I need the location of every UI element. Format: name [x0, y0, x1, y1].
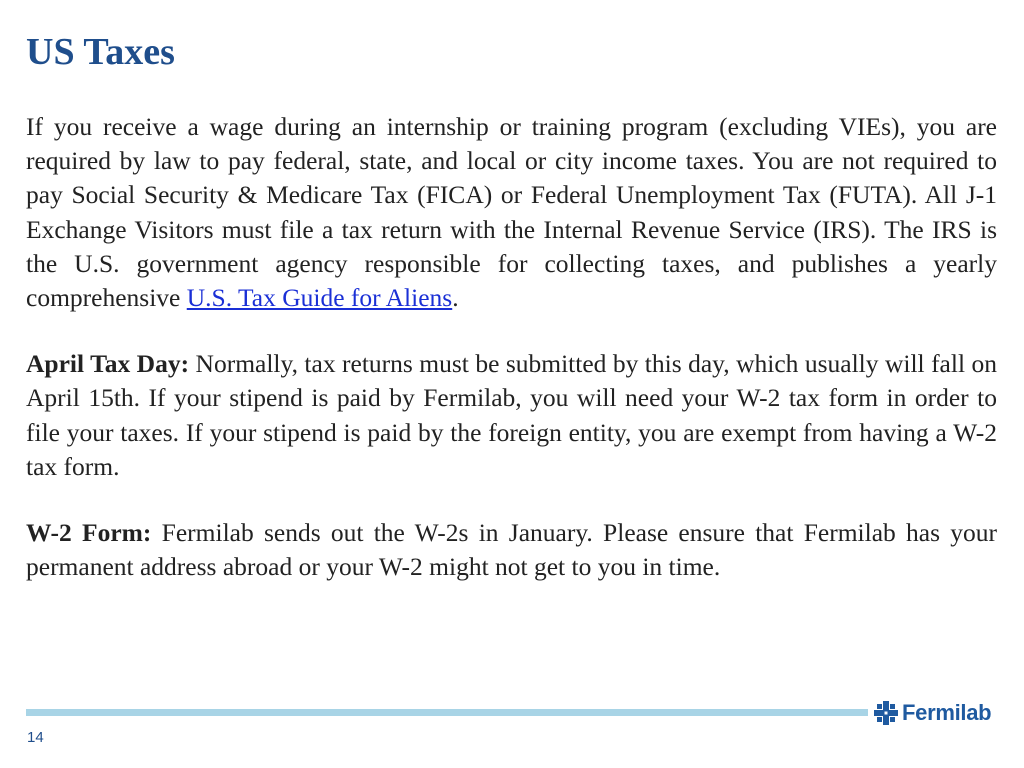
fermilab-logo-icon — [874, 701, 898, 725]
w2-form-text: Fermilab sends out the W-2s in January. Please ensure that Fermilab has your permanent address abroad or your W-2 might not get to you in time. — [26, 518, 997, 582]
april-tax-day-paragraph — [26, 347, 997, 484]
slide-title: US Taxes — [26, 31, 175, 73]
april-tax-day-label: April Tax Day: — [26, 349, 190, 379]
fermilab-logo-text: Fermilab — [902, 700, 992, 725]
slide-body — [26, 110, 997, 616]
page-number: 14 — [27, 729, 44, 746]
april-tax-day-text: Normally, tax returns must be submitted by this day, which usually will fall on April 15th. If your stipend is paid by Fermilab, you will need your W-2 tax form in order to file your taxes. If your stipend is paid by the foreign entity, you are exempt from having a W-2 tax form. — [26, 349, 997, 481]
intro-paragraph — [26, 110, 997, 315]
w2-form-label: W-2 Form: — [26, 518, 152, 548]
intro-text-end: . — [452, 283, 459, 313]
fermilab-logo — [874, 699, 991, 727]
tax-guide-link[interactable]: U.S. Tax Guide for Aliens — [186, 283, 453, 313]
intro-text: If you receive a wage during an internship or training program (excluding VIEs), you are required by law to pay federal, state, and local or city income taxes. You are not required to pay Social Security & Medicare Tax (FICA) or Federal Unemployment Tax (FUTA). All J-1 Exchange Visitors must file a tax return with the Internal Revenue Service (IRS). The IRS is the U.S. government agency responsible for collecting taxes, and publishes a yearly comprehensive — [26, 112, 997, 313]
footer-rule — [26, 709, 868, 716]
w2-form-paragraph — [26, 516, 997, 584]
